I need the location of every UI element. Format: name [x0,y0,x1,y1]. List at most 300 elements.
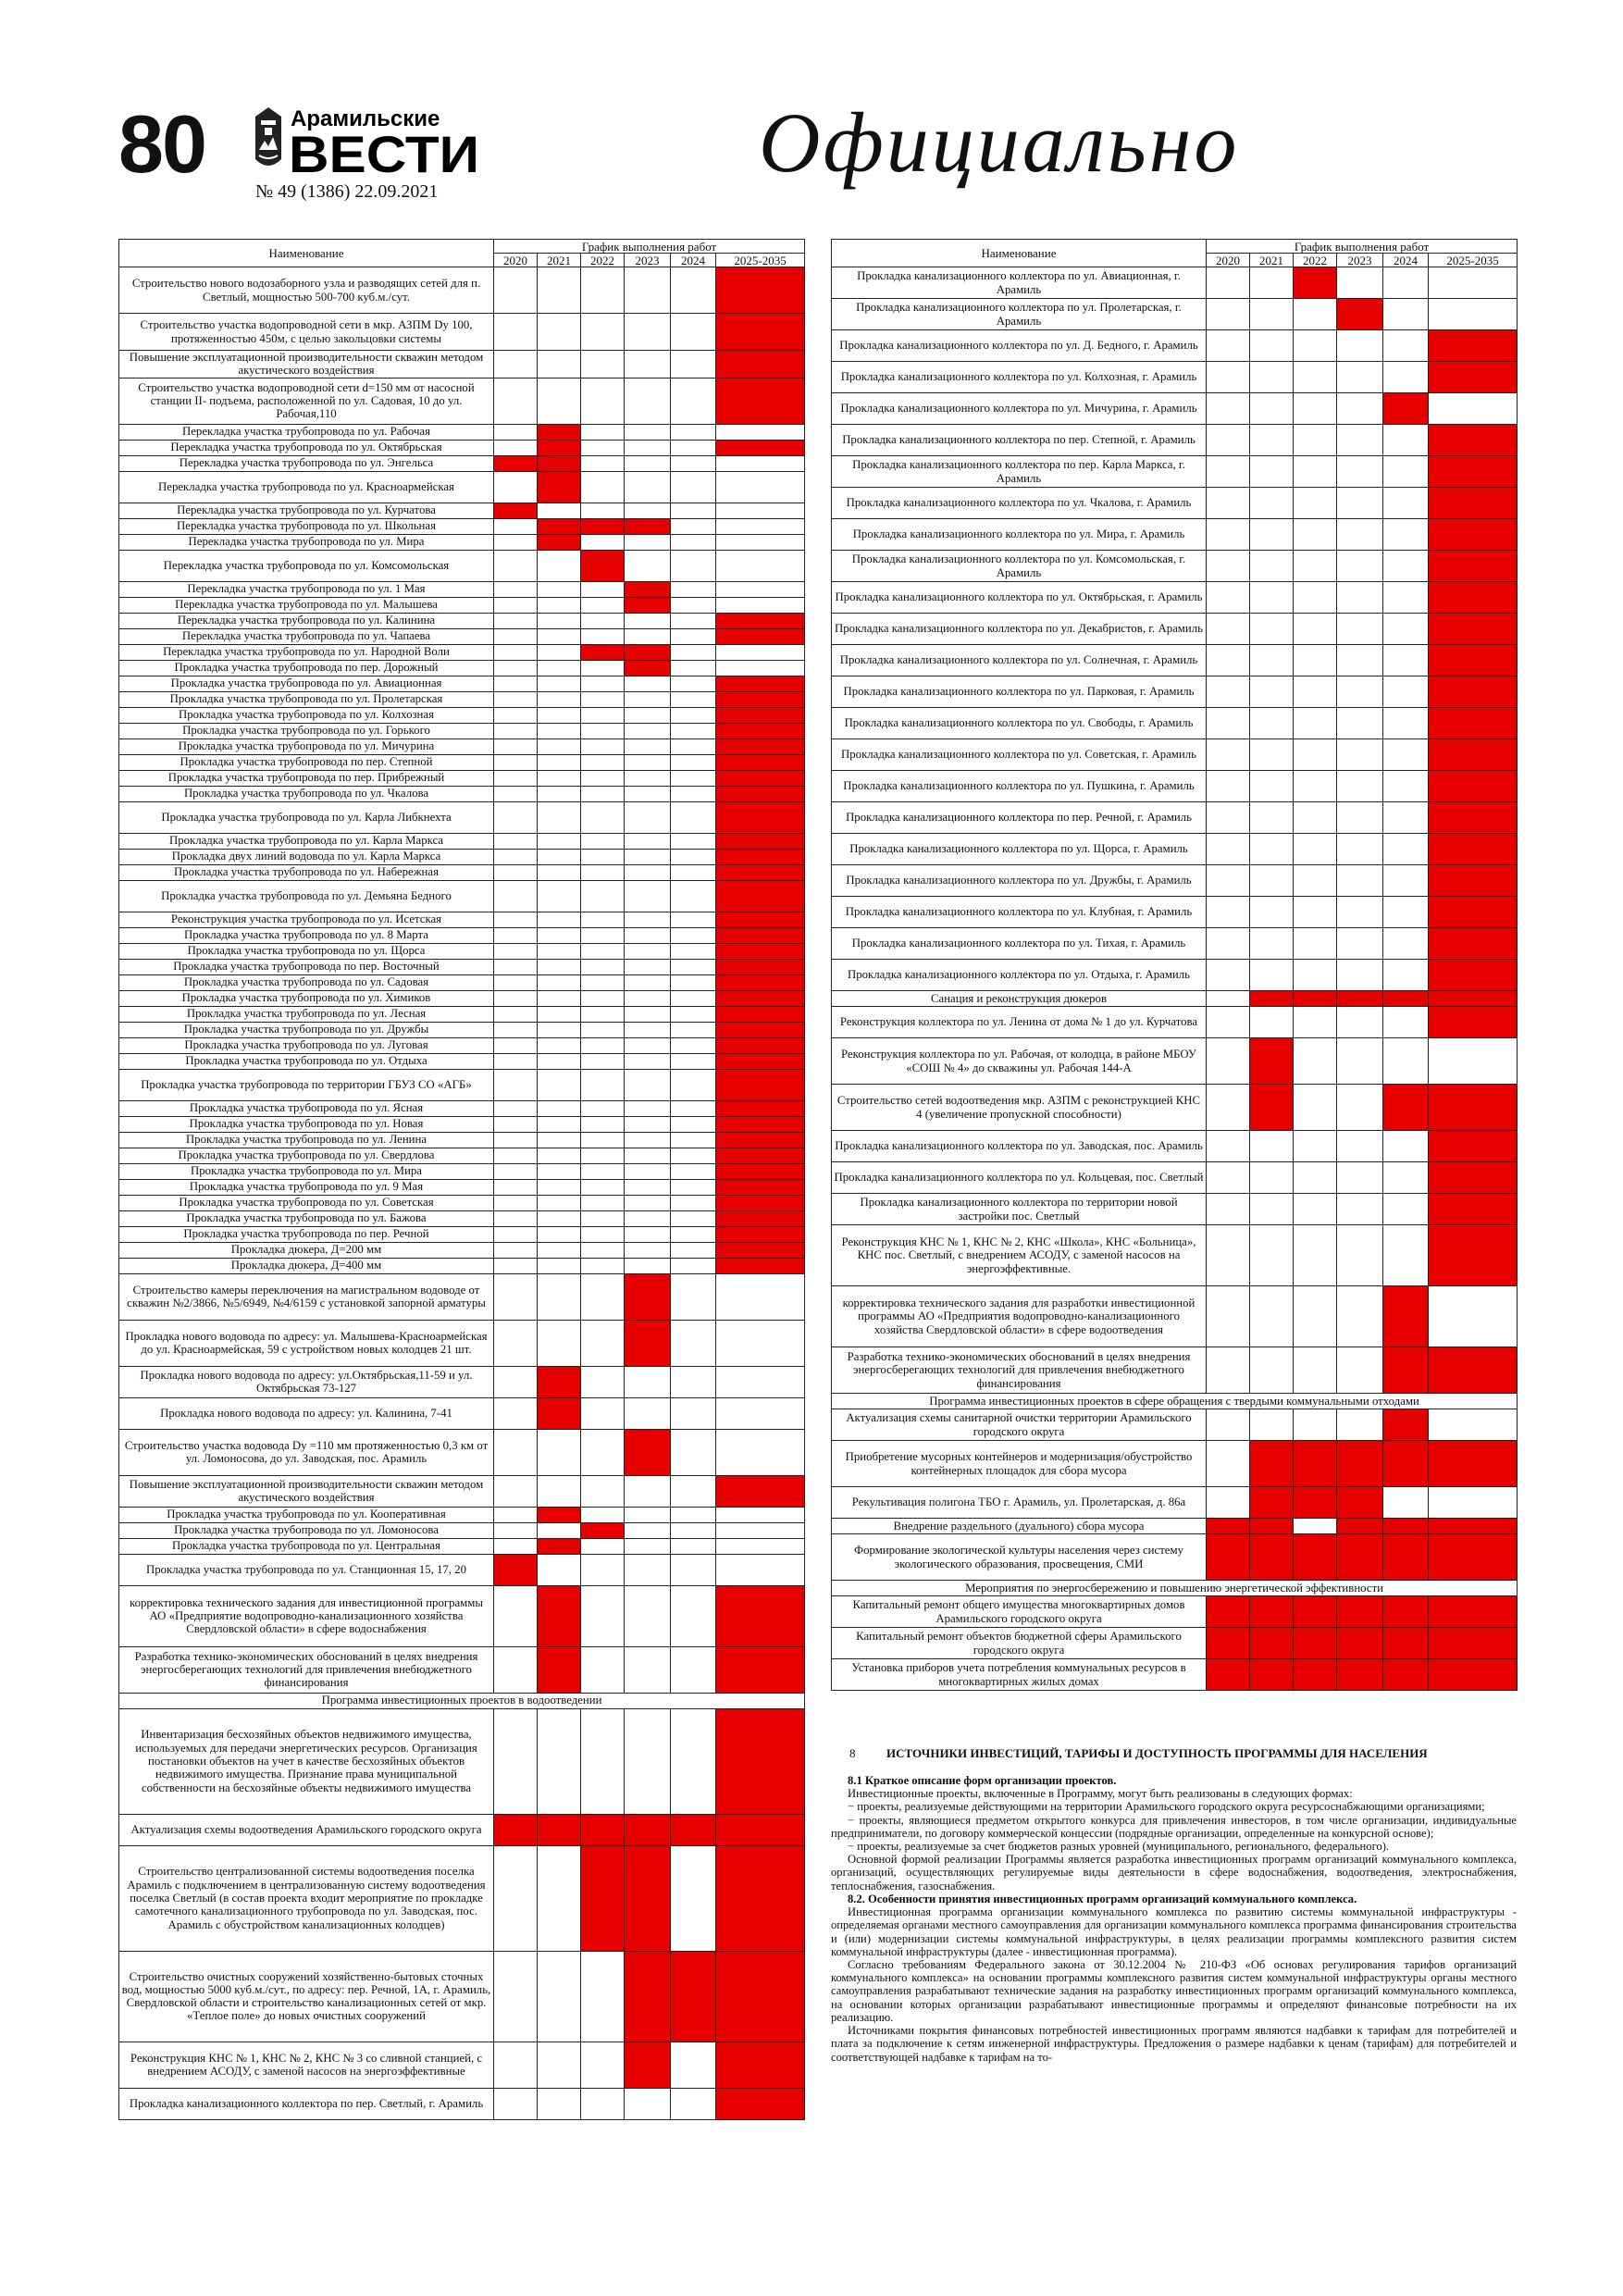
schedule-cell-empty [1250,614,1294,645]
table-row [119,691,805,707]
schedule-cell-empty [538,864,581,880]
schedule-cell-active [1250,1628,1294,1659]
schedule-cell-active [716,786,805,801]
schedule-cell-active [1429,928,1518,960]
schedule-cell-empty [1294,393,1337,425]
work-name: Реконструкция коллектора по ул. Рабочая, от колодца, в районе МБОУ «СОШ № 4» до скважины ул. Рабочая 144-А [832,1038,1207,1085]
schedule-cell-active [716,738,805,754]
schedule-cell-active [538,518,581,534]
table-row [119,1554,805,1585]
schedule-cell-empty [538,351,581,379]
schedule-cell-empty [1250,425,1294,456]
schedule-cell-active [538,455,581,471]
schedule-cell-active [1337,1487,1383,1519]
schedule-cell-empty [671,912,716,927]
schedule-cell-empty [716,1554,805,1585]
work-name: Разработка технико-экономических обоснований в целях внедрения энергосберегающих технологий для привлечения внебюджетного финансирования [832,1347,1207,1394]
schedule-cell-active [716,1179,805,1195]
schedule-cell-active [1294,1534,1337,1581]
schedule-cell-empty [1207,614,1250,645]
schedule-cell-empty [1383,739,1429,771]
header-year: 2021 [538,254,581,267]
schedule-cell-active [716,801,805,833]
work-name: Прокладка участка трубопровода по ул. Кооперативная [119,1507,494,1522]
schedule-cell-active [716,1148,805,1163]
schedule-cell-active [625,660,671,676]
table-row [832,865,1518,897]
schedule-cell-empty [1207,802,1250,834]
schedule-cell-active [1383,1534,1429,1581]
schedule-cell-empty [1294,865,1337,897]
table-row [119,628,805,644]
schedule-cell-empty [494,597,538,613]
schedule-cell-empty [671,1148,716,1163]
schedule-cell-empty [494,1320,538,1366]
schedule-cell-empty [716,597,805,613]
work-name: Прокладка канализационного коллектора по пер. Речной, г. Арамиль [832,802,1207,834]
schedule-cell-empty [494,1708,538,1814]
table-row [119,1429,805,1475]
schedule-cell-empty [671,613,716,628]
schedule-cell-active [1429,1347,1518,1394]
schedule-cell-empty [625,786,671,801]
schedule-cell-empty [1294,1162,1337,1194]
table-row [832,614,1518,645]
schedule-cell-empty [625,1475,671,1507]
work-name: Прокладка участка трубопровода по ул. Отдыха [119,1053,494,1069]
schedule-cell-empty [625,2088,671,2119]
table-row [119,644,805,660]
schedule-cell-active [1383,1596,1429,1628]
schedule-cell-active [625,644,671,660]
schedule-cell-empty [1294,519,1337,551]
schedule-cell-empty [1250,362,1294,393]
schedule-cell-active [1250,1534,1294,1581]
schedule-cell-empty [494,1053,538,1069]
work-name: Прокладка канализационного коллектора по ул. Октябрьская, г. Арамиль [832,582,1207,614]
schedule-cell-empty [716,1538,805,1554]
schedule-cell-empty [1383,897,1429,928]
schedule-cell-active [1337,991,1383,1007]
schedule-cell-empty [538,1132,581,1148]
schedule-cell-empty [1250,1162,1294,1194]
work-name: Перекладка участка трубопровода по ул. Школьная [119,518,494,534]
schedule-cell-active [716,1258,805,1273]
schedule-cell-empty [671,267,716,314]
schedule-cell-empty [1294,1225,1337,1286]
schedule-cell-empty [494,1366,538,1397]
schedule-cell-empty [1207,1409,1250,1441]
schedule-cell-empty [671,723,716,738]
schedule-cell-empty [625,1022,671,1037]
schedule-cell-empty [625,880,671,912]
work-name: Прокладка канализационного коллектора по ул. Комсомольская, г. Арамиль [832,551,1207,582]
schedule-cell-empty [494,1006,538,1022]
schedule-cell-empty [538,1258,581,1273]
work-name: Прокладка участка трубопровода по ул. Новая [119,1116,494,1132]
schedule-cell-active [716,1022,805,1037]
schedule-cell-empty [1337,1194,1383,1225]
schedule-cell-empty [1207,1131,1250,1162]
schedule-cell-empty [1207,834,1250,865]
schedule-cell-active [1429,834,1518,865]
table-row [832,1519,1518,1534]
table-row [119,833,805,849]
schedule-cell-empty [1294,330,1337,362]
schedule-cell-empty [1429,267,1518,299]
schedule-cell-empty [494,1100,538,1116]
schedule-cell-empty [538,1475,581,1507]
schedule-cell-empty [671,927,716,943]
schedule-cell-empty [581,849,625,864]
schedule-cell-active [716,864,805,880]
table-row [832,897,1518,928]
work-name: Прокладка участка трубопровода по ул. Садовая [119,974,494,990]
schedule-cell-empty [581,1069,625,1100]
schedule-cell-active [716,959,805,974]
table-row [832,1347,1518,1394]
schedule-cell-active [1250,1659,1294,1691]
schedule-cell-empty [1337,1225,1383,1286]
schedule-cell-empty [625,770,671,786]
table-row [119,723,805,738]
schedule-cell-empty [1337,519,1383,551]
schedule-cell-empty [1383,645,1429,676]
work-name: Строительство сетей водоотведения мкр. АЗПМ с реконструкцией КНС 4 (увеличение пропускной способности) [832,1085,1207,1131]
schedule-cell-active [538,424,581,440]
schedule-cell-empty [1337,582,1383,614]
work-name: Прокладка участка трубопровода по ул. Дружбы [119,1022,494,1037]
schedule-cell-empty [1207,1085,1250,1131]
schedule-cell-active [538,1814,581,1845]
table-row [119,943,805,959]
schedule-cell-empty [1337,1038,1383,1085]
schedule-cell-active [581,1814,625,1845]
schedule-cell-empty [671,770,716,786]
schedule-cell-active [1207,1628,1250,1659]
work-name: Прокладка участка трубопровода по ул. Химиков [119,990,494,1006]
schedule-cell-empty [1383,1131,1429,1162]
schedule-cell-active [716,723,805,738]
schedule-cell-active [625,581,671,597]
header-name: Наименование [832,240,1207,267]
work-name: Прокладка участка трубопровода по ул. Центральная [119,1538,494,1554]
schedule-cell-empty [671,1226,716,1242]
schedule-cell-empty [494,660,538,676]
schedule-cell-empty [1383,802,1429,834]
schedule-cell-empty [671,1708,716,1814]
table-row [832,551,1518,582]
table-row [119,1814,805,1845]
schedule-cell-empty [538,974,581,990]
schedule-cell-empty [1294,739,1337,771]
schedule-cell-empty [1207,960,1250,991]
table-row [119,1320,805,1366]
table-row [832,1534,1518,1581]
work-name: Прокладка канализационного коллектора по территории новой застройки пос. Светлый [832,1194,1207,1225]
schedule-cell-empty [538,2042,581,2088]
schedule-cell-empty [581,912,625,927]
schedule-cell-empty [1207,645,1250,676]
schedule-cell-active [1383,1441,1429,1487]
table-row [832,802,1518,834]
schedule-cell-empty [625,1554,671,1585]
schedule-cell-empty [1207,362,1250,393]
schedule-cell-empty [716,503,805,518]
work-name: Прокладка участка трубопровода по ул. Ленина [119,1132,494,1148]
header-year: 2023 [625,254,671,267]
schedule-cell-empty [581,1006,625,1022]
schedule-cell-empty [494,1951,538,2042]
schedule-cell-empty [625,424,671,440]
schedule-cell-active [1429,1519,1518,1534]
work-name: Прокладка участка трубопровода по ул. Свердлова [119,1148,494,1163]
table-row [119,1116,805,1132]
table-row [119,1951,805,2042]
schedule-cell-empty [581,471,625,503]
schedule-cell-active [1250,1519,1294,1534]
schedule-cell-empty [494,959,538,974]
work-name: Повышение эксплуатационной производительности скважин методом акустического воздействия [119,351,494,379]
paragraph: Основной формой реализации Программы является разработка инвестиционных программ организаций коммунального комплекса, организаций, осуществляющих регулируемые виды деятельности в сфере водоснабжения, водоотведения, электроснабжения, теплоснабжения, газоснабжения. [831,1853,1517,1893]
work-name: Прокладка канализационного коллектора по ул. Заводская, пос. Арамиль [832,1131,1207,1162]
table-row [119,351,805,379]
schedule-cell-active [494,1554,538,1585]
schedule-cell-empty [1337,1007,1383,1038]
schedule-cell-empty [671,1116,716,1132]
schedule-cell-active [1294,1596,1337,1628]
work-name: Прокладка участка трубопровода по ул. Луговая [119,1037,494,1053]
schedule-cell-empty [625,1210,671,1226]
schedule-cell-empty [1294,771,1337,802]
schedule-cell-active [1429,1596,1518,1628]
table-row [832,299,1518,330]
schedule-cell-empty [625,503,671,518]
schedule-cell-active [625,597,671,613]
schedule-cell-active [671,1951,716,2042]
schedule-cell-empty [581,723,625,738]
table-row [119,990,805,1006]
schedule-cell-empty [581,1951,625,2042]
schedule-cell-empty [494,1397,538,1429]
work-name: Прокладка канализационного коллектора по ул. Советская, г. Арамиль [832,739,1207,771]
schedule-cell-empty [625,676,671,691]
schedule-cell-empty [716,1366,805,1397]
schedule-cell-empty [494,1210,538,1226]
subheading-8-1: 8.1 Краткое описание форм организации проектов. [848,1773,1117,1787]
schedule-cell-empty [671,1022,716,1037]
table-row [119,1397,805,1429]
schedule-cell-empty [1250,1409,1294,1441]
header-year: 2021 [1250,254,1294,267]
schedule-cell-empty [1383,299,1429,330]
schedule-cell-empty [538,1163,581,1179]
schedule-cell-empty [1294,1194,1337,1225]
schedule-cell-active [716,440,805,455]
work-name: Прокладка участка трубопровода по ул. 9 Мая [119,1179,494,1195]
schedule-cell-empty [671,455,716,471]
schedule-cell-empty [494,1069,538,1100]
schedule-cell-empty [494,943,538,959]
schedule-cell-empty [538,912,581,927]
schedule-cell-empty [1383,1007,1429,1038]
header-year: 2024 [671,254,716,267]
schedule-cell-empty [1294,1038,1337,1085]
schedule-cell-empty [1429,1487,1518,1519]
table-row [119,707,805,723]
schedule-cell-empty [1207,928,1250,960]
schedule-cell-empty [1337,456,1383,488]
schedule-cell-active [1250,1038,1294,1085]
table-row [119,1258,805,1273]
table-row [119,534,805,550]
schedule-cell-empty [625,974,671,990]
schedule-cell-active [1429,488,1518,519]
table-row [832,1131,1518,1162]
schedule-cell-active [1429,614,1518,645]
work-name: Реконструкция КНС № 1, КНС № 2, КНС № 3 со сливной станцией, с внедрением АСОДУ, с заменой насосов на энергоэффективные [119,2042,494,2088]
table-row [119,912,805,927]
schedule-cell-empty [1337,960,1383,991]
schedule-cell-empty [1207,897,1250,928]
table-row [832,928,1518,960]
schedule-cell-active [716,1585,805,1646]
schedule-cell-empty [494,1475,538,1507]
schedule-cell-empty [494,351,538,379]
table-row [832,1007,1518,1038]
schedule-cell-empty [625,801,671,833]
schedule-cell-empty [1294,676,1337,708]
table-row [119,440,805,455]
schedule-cell-active [1429,897,1518,928]
schedule-cell-empty [671,534,716,550]
work-name: Прокладка дюкера, Д=200 мм [119,1242,494,1258]
table-row [832,1225,1518,1286]
schedule-cell-active [1429,1194,1518,1225]
schedule-cell-empty [716,1429,805,1475]
schedule-cell-active [716,707,805,723]
table-row [832,1628,1518,1659]
table-row [119,1366,805,1397]
work-name: Приобретение мусорных контейнеров и модернизация/обустройство контейнерных площадок для сбора мусора [832,1441,1207,1487]
schedule-cell-empty [716,660,805,676]
section-title: Программа инвестиционных проектов в водоотведении [119,1693,805,1708]
schedule-cell-empty [494,1179,538,1195]
schedule-cell-empty [1207,330,1250,362]
schedule-cell-empty [581,1397,625,1429]
schedule-cell-empty [1250,928,1294,960]
table-row [119,267,805,314]
schedule-cell-active [1429,551,1518,582]
schedule-cell-empty [1250,802,1294,834]
schedule-cell-empty [538,1273,581,1320]
schedule-cell-active [1337,1534,1383,1581]
schedule-cell-empty [1250,551,1294,582]
schedule-cell-empty [1337,676,1383,708]
work-name: Прокладка канализационного коллектора по ул. Солнечная, г. Арамиль [832,645,1207,676]
schedule-cell-empty [1337,928,1383,960]
schedule-cell-empty [1294,1007,1337,1038]
table-row [832,1441,1518,1487]
schedule-cell-empty [1383,865,1429,897]
schedule-cell-empty [1294,362,1337,393]
work-name: Строительство участка водопроводной сети d=150 мм от насосной станции II- подъема, расположенной по ул. Садовая, 10 до ул. Рабочая,110 [119,378,494,424]
schedule-cell-empty [494,314,538,351]
table-row [832,1596,1518,1628]
schedule-cell-empty [625,864,671,880]
schedule-cell-active [538,1585,581,1646]
schedule-cell-active [1337,299,1383,330]
schedule-cell-empty [581,1053,625,1069]
page-number: 80 [118,98,205,190]
table-row [119,1522,805,1538]
section-title: Мероприятия по энергосбережению и повышению энергетической эффективности [832,1581,1518,1596]
schedule-cell-empty [494,628,538,644]
schedule-cell-empty [1429,299,1518,330]
work-name: Прокладка нового водовода по адресу: ул. Калинина, 7-41 [119,1397,494,1429]
schedule-cell-empty [1250,393,1294,425]
schedule-cell-active [716,990,805,1006]
schedule-table-left [118,239,805,2120]
work-name: Прокладка участка трубопровода по ул. Мира [119,1163,494,1179]
schedule-cell-empty [1207,1286,1250,1347]
table-row [119,1226,805,1242]
schedule-cell-empty [581,613,625,628]
section-title: Официально [759,95,1240,190]
table-row [832,834,1518,865]
table-row [832,960,1518,991]
schedule-cell-empty [581,1179,625,1195]
schedule-cell-empty [494,1522,538,1538]
header-year: 2025-2035 [716,254,805,267]
work-name: Разработка технико-экономических обоснований в целях внедрения энергосберегающих технологий для привлечения внебюджетного финансирования [119,1646,494,1693]
schedule-cell-empty [581,880,625,912]
schedule-cell-empty [671,440,716,455]
schedule-cell-empty [581,1022,625,1037]
work-name: Прокладка канализационного коллектора по пер. Карла Маркса, г. Арамиль [832,456,1207,488]
schedule-cell-empty [1337,1162,1383,1194]
table-row [119,864,805,880]
schedule-cell-empty [1294,1347,1337,1394]
work-name: Прокладка канализационного коллектора по ул. Щорса, г. Арамиль [832,834,1207,865]
table-row [119,471,805,503]
schedule-cell-empty [1383,1487,1429,1519]
header-schedule: График выполнения работ [1207,240,1518,254]
work-name: Прокладка участка трубопровода по ул. Демьяна Бедного [119,880,494,912]
schedule-cell-empty [625,754,671,770]
work-name: Прокладка участка трубопровода по ул. Чкалова [119,786,494,801]
work-name: Прокладка участка трубопровода по пер. Речной [119,1226,494,1242]
schedule-cell-active [1383,1347,1429,1394]
header-year: 2024 [1383,254,1429,267]
schedule-cell-empty [625,959,671,974]
schedule-cell-empty [671,880,716,912]
work-name: Прокладка участка трубопровода по ул. Горького [119,723,494,738]
schedule-cell-empty [1250,267,1294,299]
table-row [119,503,805,518]
schedule-cell-empty [581,534,625,550]
schedule-cell-empty [625,990,671,1006]
schedule-cell-active [625,1814,671,1845]
schedule-cell-empty [1207,1441,1250,1487]
schedule-cell-empty [494,786,538,801]
schedule-cell-active [716,770,805,786]
schedule-cell-active [716,676,805,691]
schedule-cell-empty [625,1116,671,1132]
schedule-cell-empty [494,1845,538,1951]
schedule-cell-empty [494,1242,538,1258]
schedule-cell-empty [494,754,538,770]
